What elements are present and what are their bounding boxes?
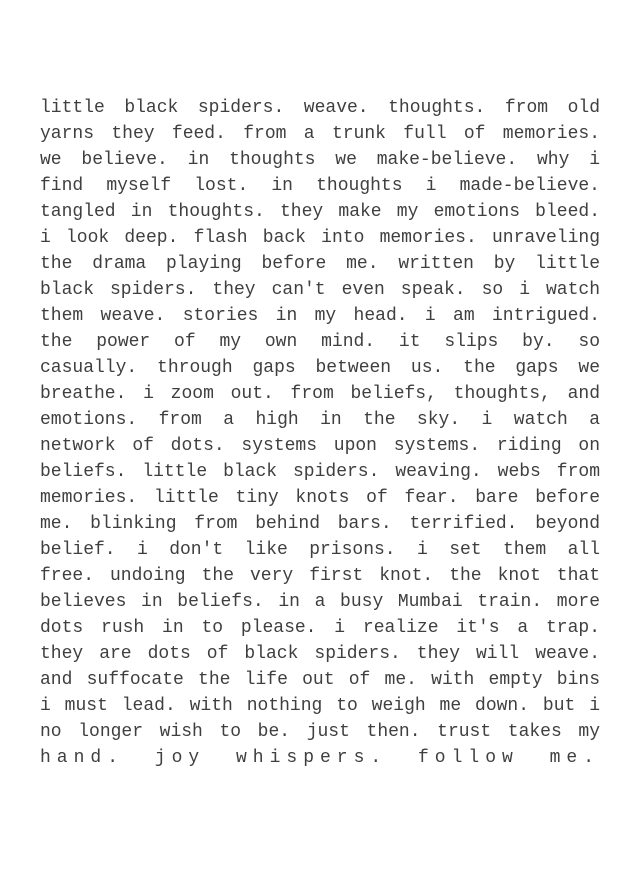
poem-line: tangled in thoughts. they make my emotions bleed. xyxy=(40,202,600,222)
poem-line: memories. little tiny knots of fear. bare before xyxy=(40,488,600,508)
poem-line: dots rush in to please. i realize it's a trap. xyxy=(40,618,600,638)
poem-line: no longer wish to be. just then. trust takes my xyxy=(40,722,600,742)
poem-line: belief. i don't like prisons. i set them all xyxy=(40,540,600,560)
poem-line: and suffocate the life out of me. with empty bins xyxy=(40,670,600,690)
poem-line: i must lead. with nothing to weigh me down. but i xyxy=(40,696,600,716)
poem-line: we believe. in thoughts we make-believe. why i xyxy=(40,150,600,170)
poem-line: i look deep. flash back into memories. unraveling xyxy=(40,228,600,248)
poem-line: me. blinking from behind bars. terrified. beyond xyxy=(40,514,600,534)
poem-line: little black spiders. weave. thoughts. from old xyxy=(40,98,600,118)
poem-line: beliefs. little black spiders. weaving. webs from xyxy=(40,462,600,482)
poem-line: the drama playing before me. written by little xyxy=(40,254,600,274)
poem-line: network of dots. systems upon systems. riding on xyxy=(40,436,600,456)
poem-line: free. undoing the very first knot. the knot that xyxy=(40,566,600,586)
poem-text xyxy=(40,95,600,771)
poem-line: emotions. from a high in the sky. i watch a xyxy=(40,410,600,430)
poem-line: black spiders. they can't even speak. so i watch xyxy=(40,280,600,300)
poem-line: them weave. stories in my head. i am intrigued. xyxy=(40,306,600,326)
poem-line: they are dots of black spiders. they will weave. xyxy=(40,644,600,664)
poem-line: believes in beliefs. in a busy Mumbai train. more xyxy=(40,592,600,612)
poem-line: find myself lost. in thoughts i made-believe. xyxy=(40,176,600,196)
poem-line: breathe. i zoom out. from beliefs, thoughts, and xyxy=(40,384,600,404)
poem-line-last: hand. joy whispers. follow me. xyxy=(40,748,600,768)
poem-line: yarns they feed. from a trunk full of memories. xyxy=(40,124,600,144)
poem-line: casually. through gaps between us. the gaps we xyxy=(40,358,600,378)
poem-line: the power of my own mind. it slips by. so xyxy=(40,332,600,352)
